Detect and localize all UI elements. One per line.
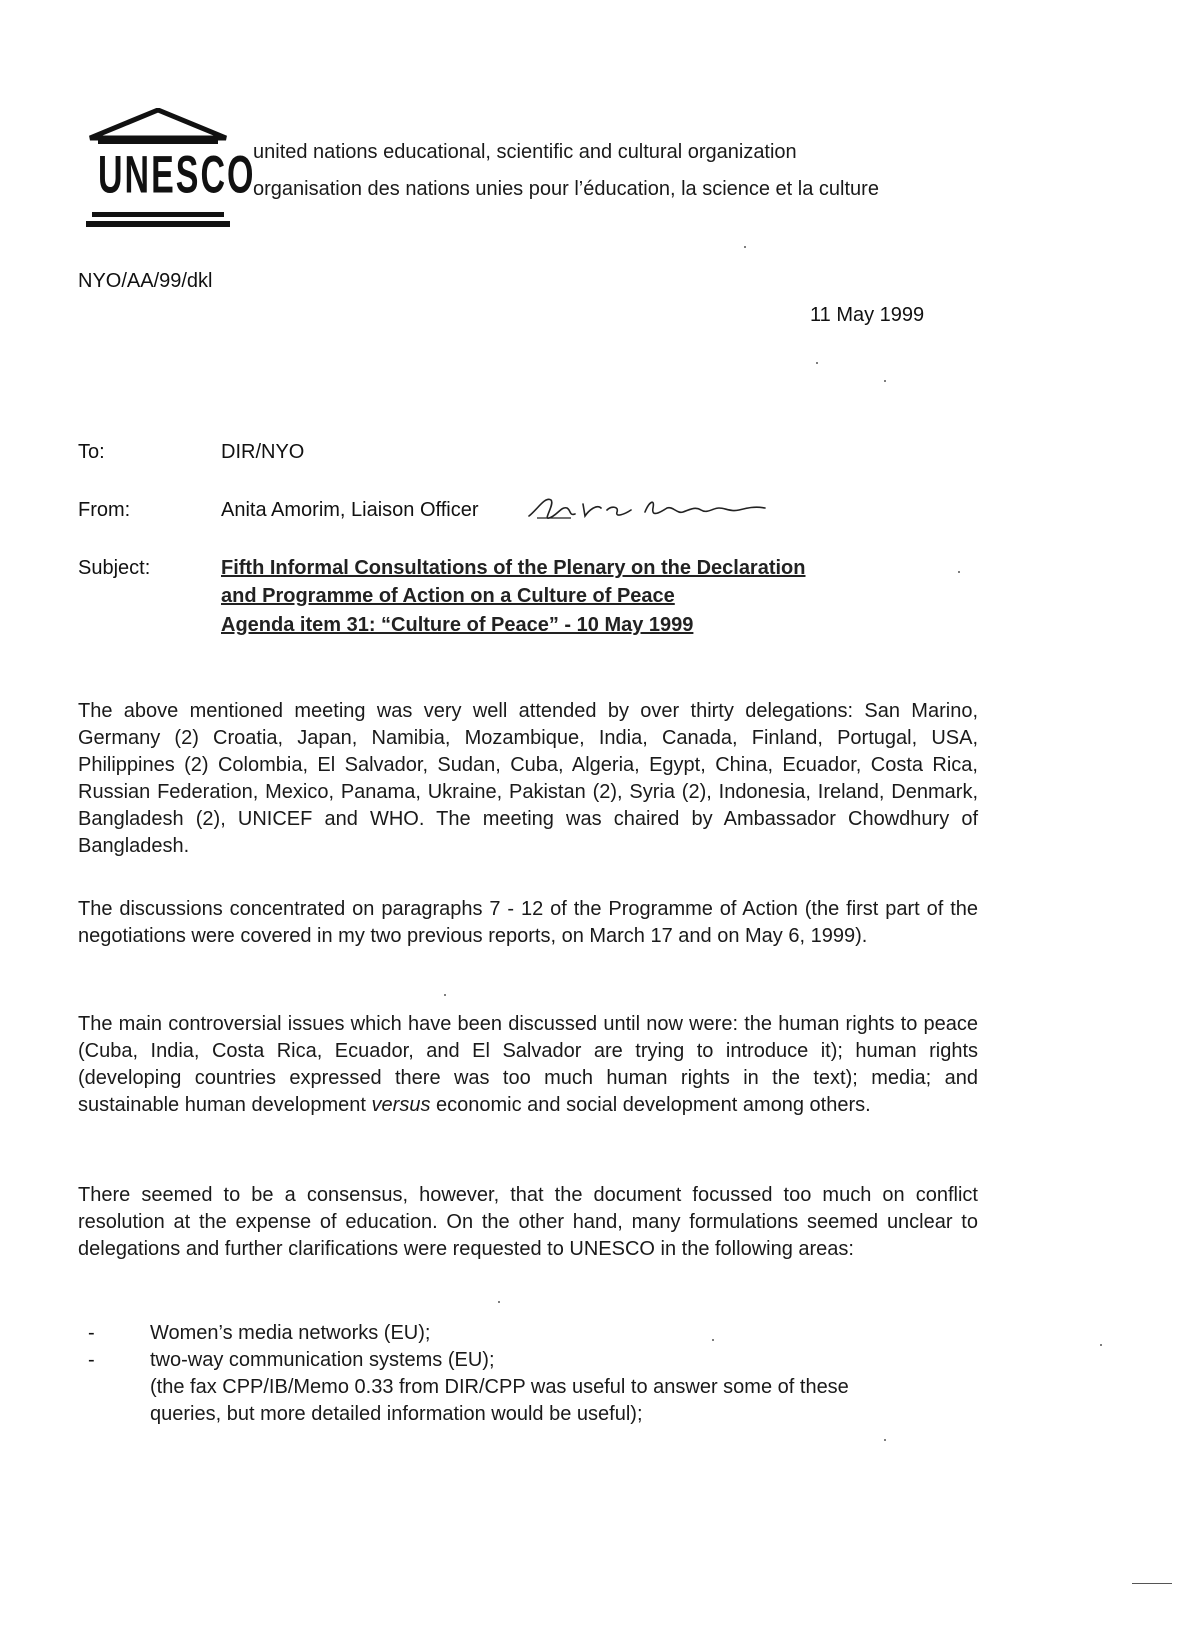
body-paragraph: The discussions concentrated on paragraphs 7 - 12 of the Programme of Action (the first part of the negotiations were covered in my two previous reports, on March 17 and on May 6, 1999). [78, 898, 978, 947]
to-value: DIR/NYO [221, 441, 305, 463]
body-paragraph: The above mentioned meeting was very well attended by over thirty delegations: San Marino, Germany (2) Croatia, Japan, Namibia, Mozambique, India, Canada, Finland, Portugal, USA, Philippines (2) Colombia, El Salvador, Sudan, Cuba, Algeria, Egypt, China, Ecuador, Costa Rica, Russian Federation, Mexico, Panama, Ukraine, Pakistan (2), Syria (2), Indonesia, Ireland, Denmark, Bangladesh (2), UNICEF and WHO. The meeting was chaired by Ambassador Chowdhury of Bangladesh. [78, 700, 978, 857]
scan-speck [884, 380, 886, 382]
scan-speck [712, 1339, 714, 1341]
subject-line: Fifth Informal Consultations of the Plenary on the Declaration [221, 557, 806, 579]
letter-date: 11 May 1999 [810, 304, 925, 326]
scan-speck [498, 1301, 500, 1303]
org-name-english: united nations educational, scientific and cultural organization [253, 141, 797, 163]
body-paragraph [78, 1011, 978, 1119]
from-label: From: [78, 499, 131, 521]
scan-speck [816, 362, 818, 364]
subject-label: Subject: [78, 557, 151, 579]
scan-mark [1132, 1583, 1172, 1584]
reference-code: NYO/AA/99/dkl [78, 270, 213, 292]
note-line: queries, but more detailed information would be useful); [150, 1403, 643, 1425]
bullet-dash: - [88, 1349, 95, 1371]
scan-speck [1100, 1344, 1102, 1346]
subject-line: Agenda item 31: “Culture of Peace” - 10 May 1999 [221, 614, 694, 636]
subject-line: and Programme of Action on a Culture of Peace [221, 585, 675, 607]
note-line: (the fax CPP/IB/Memo 0.33 from DIR/CPP was useful to answer some of these [150, 1376, 849, 1398]
emphasis-text: versus [371, 1094, 431, 1116]
bullet-item: two-way communication systems (EU); [150, 1349, 495, 1371]
scan-speck [958, 571, 960, 573]
bullet-item: Women’s media networks (EU); [150, 1322, 431, 1344]
scan-speck [884, 1439, 886, 1441]
bullet-dash: - [88, 1322, 95, 1344]
paragraph-text: economic and social development among others. [430, 1094, 871, 1116]
paragraph-text: The main controversial issues which have been discussed until now were: the human rights to peace (Cuba, India, Costa Rica, Ecuador, and El Salvador are trying to introduce it); human rights (developing countries expressed there was too much human rights in the text); media; and sustainable human development [78, 1013, 978, 1116]
handwritten-signature [527, 490, 767, 530]
logo-wordmark: UNESCO [98, 146, 256, 205]
body-paragraph: There seemed to be a consensus, however, that the document focussed too much on conflict resolution at the expense of education. On the other hand, many formulations seemed unclear to delegations and further clarifications were requested to UNESCO in the following areas: [78, 1184, 978, 1260]
scan-speck [444, 994, 446, 996]
to-label: To: [78, 441, 105, 463]
org-name-french: organisation des nations unies pour l’éducation, la science et la culture [253, 178, 879, 200]
scan-speck [744, 246, 746, 248]
from-value: Anita Amorim, Liaison Officer [221, 499, 479, 521]
